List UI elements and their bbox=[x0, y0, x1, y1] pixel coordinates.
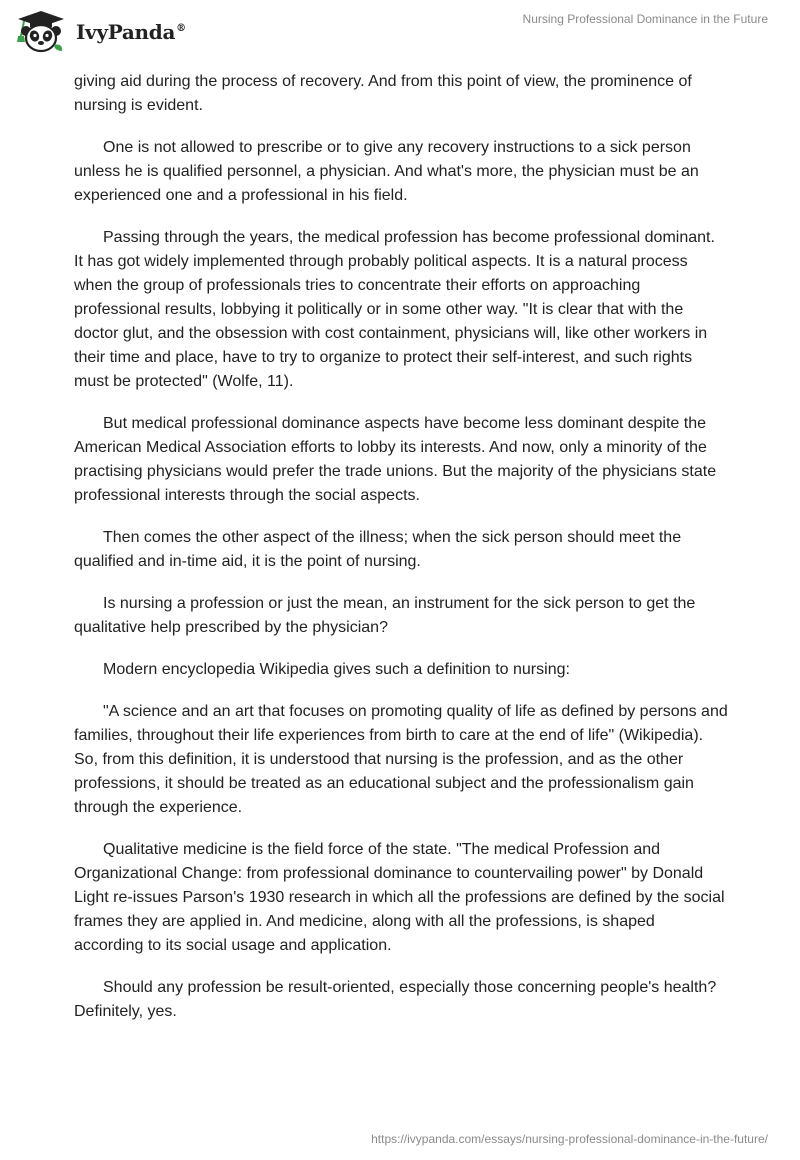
paragraph-7: Modern encyclopedia Wikipedia gives such a definition to nursing: bbox=[103, 661, 570, 678]
paragraph-8: "A science and an art that focuses on promoting quality of life as defined by persons and families, throughout their life experiences from birth to care at the end of life" (Wikipedia). So, from this definition, it is understood that nursing is the profession, and as the other professions, it should be treated as an educational subject and the professionalism gain through the experience. bbox=[74, 703, 728, 816]
panda-graduate-icon bbox=[14, 9, 68, 53]
registered-mark: ® bbox=[176, 23, 186, 35]
paragraph-6: Is nursing a profession or just the mean, an instrument for the sick person to get the qualitative help prescribed by the physician? bbox=[74, 595, 696, 636]
paragraph-5: Then comes the other aspect of the illness; when the sick person should meet the qualified and in-time aid, it is the point of nursing. bbox=[74, 529, 682, 570]
page-header bbox=[0, 0, 800, 60]
paragraph-10: Should any profession be result-oriented, especially those concerning people's health? Definitely, yes. bbox=[74, 979, 717, 1020]
source-url[interactable]: https://ivypanda.com/essays/nursing-professional-dominance-in-the-future/ bbox=[371, 1132, 768, 1146]
paragraph-4: But medical professional dominance aspects have become less dominant despite the American Medical Association efforts to lobby its interests. And now, only a minority of the practising physicians would prefer the trade unions. But the majority of the physicians state professional interests through the social aspects. bbox=[74, 415, 717, 504]
paragraph-3: Passing through the years, the medical profession has become professional dominant. It has got widely implemented through probably political aspects. It is a natural process when the group of professionals tries to concentrate their efforts on approaching professional results, lobbying it politically or in some other way. "It is clear that with the doctor glut, and the obsession with cost containment, physicians will, like other workers in their time and place, have to try to organize to protect their self-interest, and such rights must be protected" (Wolfe, 11). bbox=[74, 229, 715, 390]
brand-name: IvyPanda® bbox=[76, 20, 186, 44]
paragraph-2: One is not allowed to prescribe or to give any recovery instructions to a sick person unless he is qualified personnel, a physician. And what's more, the physician must be an experienced one and a professional in his field. bbox=[74, 139, 699, 204]
document-title: Nursing Professional Dominance in the Future bbox=[522, 12, 768, 26]
essay-body bbox=[74, 70, 728, 1042]
paragraph-1: giving aid during the process of recovery. And from this point of view, the prominence of nursing is evident. bbox=[74, 73, 692, 114]
paragraph-9: Qualitative medicine is the field force of the state. "The medical Profession and Organizational Change: from professional dominance to countervailing power" by Donald Light re-issues Parson's 1930 research in which all the professions are defined by the social frames they are applied in. And medicine, along with all the professions, is shaped according to its social usage and application. bbox=[74, 841, 725, 954]
ivypanda-logo[interactable] bbox=[14, 9, 186, 53]
